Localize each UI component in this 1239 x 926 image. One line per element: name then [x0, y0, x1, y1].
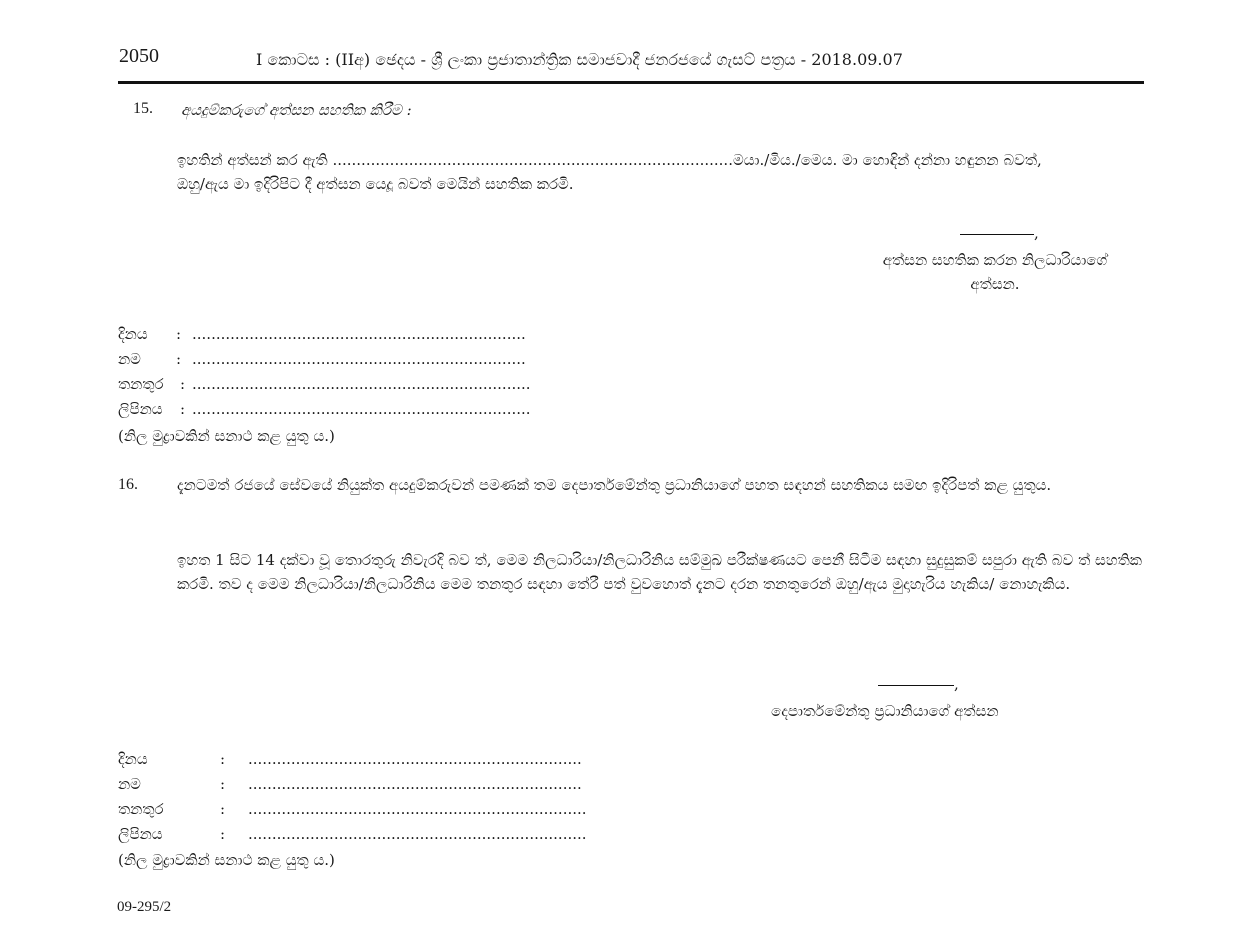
field-dots: .......................................................................	[248, 825, 587, 843]
section-15-para-line-1: ඉහතින් අත්සන් කර ඇති ....................................................................................මයා./මිය./මෙය. මා හොඳින් දන්නා හඳුනන බවත්,	[177, 151, 1042, 169]
signature-caption-1-line-1: අත්සන සහතික කරන නිලධාරියාගේ	[882, 251, 1108, 269]
signature-comma-2: ,	[954, 675, 959, 693]
section-15-number: 15.	[133, 100, 153, 117]
signature-comma-1: ,	[1034, 224, 1039, 242]
section-16-body: ඉහත 1 සිට 14 දක්වා වූ තොරතුරු නිවැරදි බව ත්, මෙම නිලධාරියා/නිලධාරිනිය සම්මුඛ පරීක්ෂණයට පෙනී සිටීම සඳහා සුදුසුකම් සපුරා ඇති බව ත් සහතික කරමි. තව ද මෙම නිලධාරියා/නිලධාරිනිය මෙම තනතුර සඳහා තේරී පත් වුවහොත් දැනට දරන තනතුරෙන් ඔහු/ඇය මුදාහැරිය හැකිය/ නොහැකිය.	[177, 551, 1142, 593]
field-dots: .......................................................................	[248, 800, 587, 818]
header-rule	[118, 81, 1144, 84]
field-row-designation-1	[118, 375, 531, 393]
field-label: ලිපිනය	[118, 400, 163, 418]
field-separator: :	[180, 400, 186, 418]
field-label: ලිපිනය	[118, 825, 163, 843]
field-separator: :	[176, 350, 182, 368]
signature-line-2	[878, 685, 954, 686]
signature-caption-1-line-2: අත්සන.	[970, 275, 1020, 293]
page-number: 2050	[119, 45, 159, 67]
section-16-intro: දැනටමත් රජයේ සේවයේ නියුක්ත අයදුම්කරුවන් පමණක් තම දෙපාර්තමේන්තු ප්‍රධානියාගේ පහත සඳහන් සහතිකය සමඟ ඉදිරිපත් කළ යුතුය.	[177, 476, 1052, 494]
field-separator: :	[220, 800, 226, 818]
field-row-date-1	[118, 325, 526, 343]
stamp-note-2: (නිල මුද්‍රාවකින් සනාථ කළ යුතු ය.)	[118, 851, 335, 869]
section-16-number: 16.	[118, 476, 138, 493]
field-row-date-2	[118, 750, 582, 768]
field-separator: :	[220, 750, 226, 768]
stamp-note-1: (නිල මුද්‍රාවකින් සනාථ කළ යුතු ය.)	[118, 427, 335, 445]
field-label: නම	[118, 775, 141, 793]
field-separator: :	[176, 325, 182, 343]
field-dots: .......................................................................	[192, 400, 531, 418]
field-dots: ......................................................................	[248, 750, 582, 768]
field-dots: .......................................................................	[192, 375, 531, 393]
section-15-para-line-2: ඔහු/ඇය මා ඉදිරිපිට දී අත්සන යෙදූ බවත් මෙයින් සහතික කරමි.	[177, 175, 574, 193]
field-separator: :	[180, 375, 186, 393]
field-row-address-2	[118, 825, 587, 843]
field-row-address-1	[118, 400, 531, 418]
gazette-header-title: I කොටස : (IIඅ) ඡෙදය - ශ්‍රී ලංකා ප්‍රජාතාන්ත්‍රික සමාජවාදී ජනරජයේ ගැසට් පත්‍රය - 2018.09.07	[256, 50, 903, 69]
field-row-name-2	[118, 775, 582, 793]
field-dots: ......................................................................	[248, 775, 582, 793]
field-label: දිනය	[118, 325, 148, 343]
field-separator: :	[220, 825, 226, 843]
field-label: දිනය	[118, 750, 148, 768]
field-row-designation-2	[118, 800, 587, 818]
footer-code: 09-295/2	[117, 899, 172, 915]
field-label: නම	[118, 350, 141, 368]
field-row-name-1	[118, 350, 526, 368]
field-dots: ......................................................................	[192, 350, 526, 368]
field-label: තනතුර	[118, 800, 164, 818]
field-separator: :	[220, 775, 226, 793]
field-label: තනතුර	[118, 375, 164, 393]
signature-caption-2: දෙපාර්තමේන්තු ප්‍රධානියාගේ අත්සන	[771, 702, 999, 720]
section-15-heading: අයදුම්කරුගේ අත්සන සහතික කිරීම :	[181, 101, 412, 119]
field-dots: ......................................................................	[192, 325, 526, 343]
signature-line-1	[960, 234, 1034, 235]
